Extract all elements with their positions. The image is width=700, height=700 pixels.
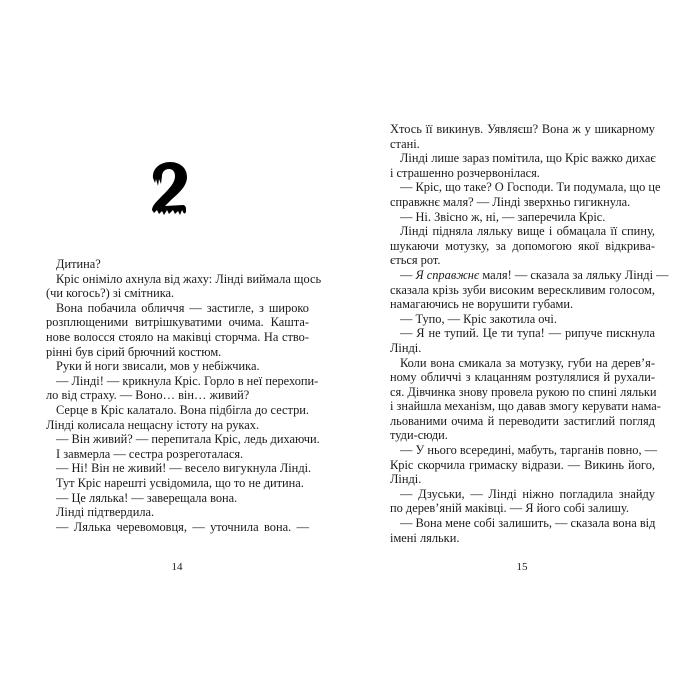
text-line: — Він живий? — перепитала Кріс, ледь дихаючи. — [56, 432, 320, 447]
text-line: — Це лялька! — заверещала вона. — [56, 490, 238, 505]
text-line: туди-сюди. — [390, 428, 448, 443]
text-run: маля! — сказала за ляльку Лінді — — [479, 267, 669, 282]
text-line: нове волосся стояло на маківці сторчма. На ство- — [46, 329, 309, 344]
text-run: — — [400, 267, 416, 282]
text-line: Лінді підтвердила. — [56, 505, 155, 520]
text-line: Дитина? — [56, 257, 101, 271]
text-line: льованими очима й переводити застиглий погляд — [390, 413, 655, 428]
emphasized-text: Я справжнє — [415, 267, 480, 282]
text-line: І завмерла — сестра розреготалася. — [56, 446, 244, 461]
text-line: ся. Дівчинка знову провела рукою по спині ляльки — [390, 384, 657, 399]
text-line: Кріс скорчила гримаску відрази. — Викинь його, — [390, 457, 655, 472]
text-line: стані. — [390, 136, 420, 151]
text-line: Лінді. — [390, 472, 422, 487]
text-line — [390, 267, 669, 283]
text-line: Руки й ноги звисали, мов у небіжчика. — [56, 359, 260, 374]
right-page — [350, 0, 700, 700]
text-line: шукаючи мотузку, за допомогою якої відкрива- — [390, 238, 655, 253]
text-line: справжнє маля? — Лінді зверхньо гигикнула. — [390, 194, 631, 209]
text-line: Коли вона смикала за мотузку, губи на дерев’я- — [400, 355, 655, 370]
text-line: Кріс оніміло ахнула від жаху: Лінді виймала щось — [56, 271, 322, 286]
text-line: Хтось її викинув. Уявляєш? Вона ж у шикарному — [390, 122, 655, 136]
text-line: — Вона мене собі залишить, — сказала вона від — [400, 516, 656, 531]
text-line: Серце в Кріс калатало. Вона підбігла до сестри. — [56, 402, 309, 417]
text-line: намагаючись не ворушити губами. — [390, 297, 574, 312]
text-line: Лінді лише зараз помітила, що Кріс важко дихає — [400, 151, 656, 166]
text-line: Тут Кріс нарешті усвідомила, що то не дитина. — [56, 475, 304, 490]
text-line: (чи когось?) зі смітника. — [46, 286, 175, 301]
text-line: Лінді підняла ляльку вище і обмацала її спину, — [400, 224, 655, 239]
left-page-body — [46, 257, 322, 534]
text-line: ному обличчі з клацанням розтулялися й рухали- — [390, 370, 655, 385]
text-line: — Ні. Звісно ж, ні, — заперечила Кріс. — [400, 209, 606, 224]
text-line: сказала крізь зуби високим верескливим голосом, — [390, 282, 655, 297]
text-line: імені ляльки. — [390, 530, 460, 545]
text-line: — У нього всередині, мабуть, тарганів повно, — — [400, 443, 658, 458]
text-line: рінні був сірий брючний костюм. — [46, 344, 222, 359]
chapter-number-dripping-2 — [147, 160, 191, 216]
right-page-body — [390, 122, 669, 545]
text-line: розплющеними витрішкуватими очима. Кашта- — [46, 315, 309, 330]
text-line: Вона побачила обличчя — застигле, з широко — [56, 300, 309, 315]
text-line: Лінді колисала нещасну істоту на руках. — [46, 417, 260, 432]
text-line: Лінді. — [390, 340, 422, 355]
text-line: — Ні! Він не живий! — весело вигукнула Лінді. — [56, 461, 312, 476]
text-line: ється рот. — [390, 253, 441, 268]
text-line: — Лялька черевомовця, — уточнила вона. — — [56, 519, 309, 534]
text-line: — Лінді! — крикнула Кріс. Горло в неї перехопи- — [56, 373, 319, 388]
text-line: і знайшла механізм, що давав змогу керувати нама- — [390, 399, 661, 414]
page-number: 14 — [171, 561, 183, 573]
text-line: і страшенно розчервонілася. — [390, 165, 540, 180]
text-line: ло від страху. — Воно… він… живий? — [46, 388, 250, 403]
page-number: 15 — [516, 561, 528, 573]
text-line: — Тупо, — Кріс закотила очі. — [400, 311, 557, 326]
text-line: — Кріс, що таке? О Господи. Ти подумала, що це — [400, 180, 661, 195]
text-line: — Я не тупий. Це ти тупа! — рипуче пискнула — [400, 326, 655, 341]
text-line: по дерев’яній маківці. — Я його собі залишу. — [390, 501, 629, 516]
text-line: — Дзуськи, — Лінді ніжно погладила знайду — [400, 486, 655, 501]
